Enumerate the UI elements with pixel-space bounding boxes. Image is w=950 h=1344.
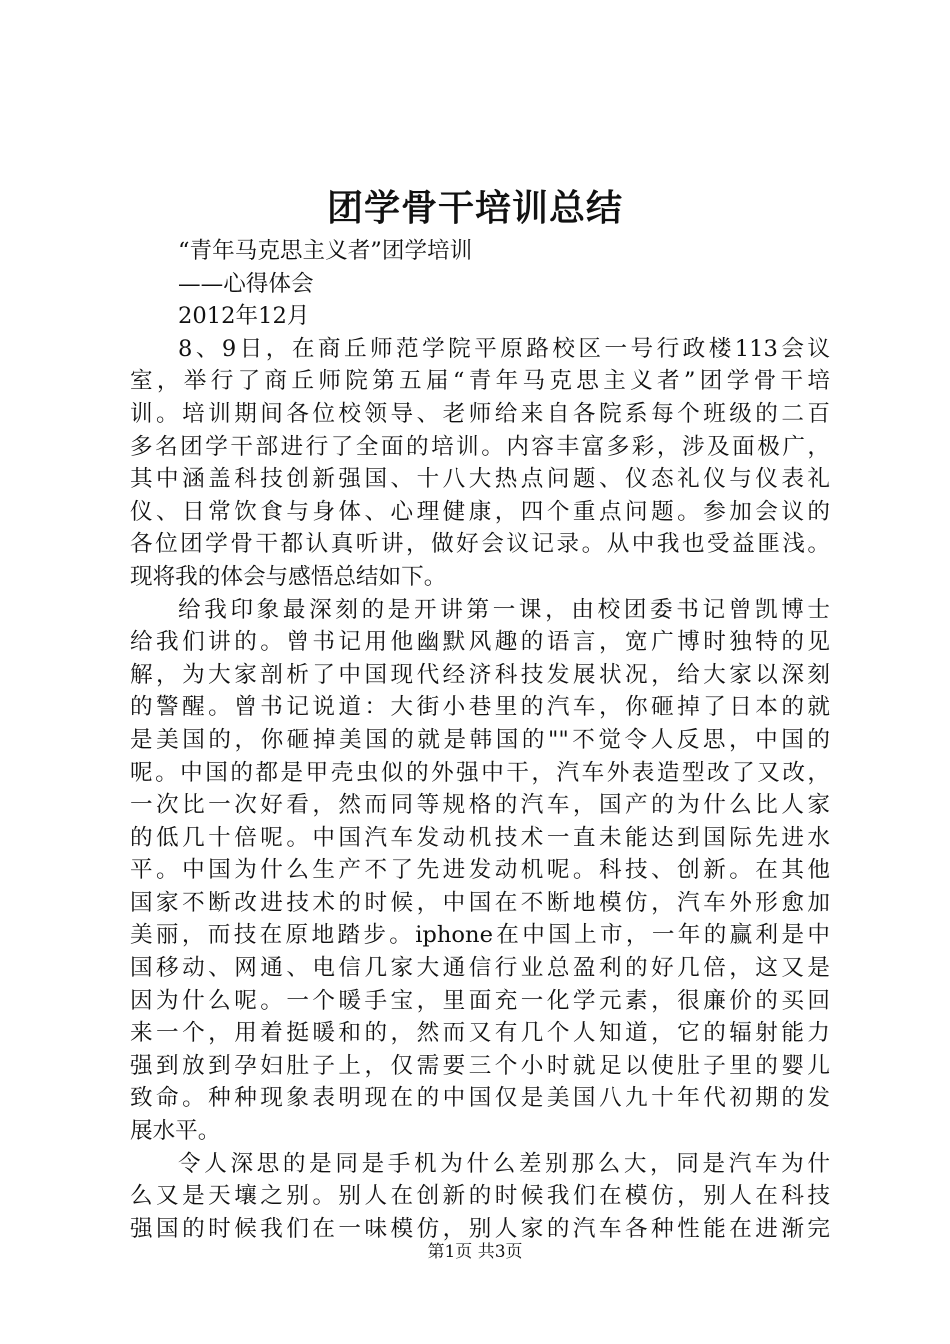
text-line: 多名团学干部进行了全面的培训。内容丰富多彩，涉及面极广， — [130, 433, 830, 460]
text-line: 其中涵盖科技创新强国、十八大热点问题、仪态礼仪与仪表礼 — [130, 466, 830, 493]
text-line: 的低几十倍呢。中国汽车发动机技术一直未能达到国际先进水 — [130, 824, 830, 851]
text-line: 的警醒。曾书记说道：大街小巷里的汽车，你砸掉了日本的就 — [130, 694, 830, 721]
text-line: 训。培训期间各位校领导、老师给来自各院系每个班级的二百 — [130, 400, 830, 427]
text-line: 国移动、网通、电信几家大通信行业总盈利的好几倍，这又是 — [130, 955, 830, 982]
text-line: 因为什么呢。一个暖手宝，里面充一化学元素，很廉价的买回 — [130, 987, 830, 1014]
text-line: 8、9日，在商丘师范学院平原路校区一号行政楼113会议 — [178, 335, 830, 362]
text-line: 强到放到孕妇肚子上，仅需要三个小时就足以使肚子里的婴儿 — [130, 1052, 830, 1079]
text-line: 美丽，而技在原地踏步。iphone在中国上市，一年的赢利是中 — [130, 922, 830, 949]
text-line: 来一个，用着挺暖和的，然而又有几个人知道，它的辐射能力 — [130, 1020, 830, 1047]
text-line: 解，为大家剖析了中国现代经济科技发展状况，给大家以深刻 — [130, 661, 830, 688]
text-line: 给我们讲的。曾书记用他幽默风趣的语言，宽广博时独特的见 — [130, 629, 830, 656]
text-line: 是美国的，你砸掉美国的就是韩国的""不觉令人反思，中国的 — [130, 726, 830, 753]
page-number-footer: 第1页 共3页 — [427, 1242, 523, 1262]
text-line: 国家不断改进技术的时候，中国在不断地模仿，汽车外形愈加 — [130, 889, 830, 916]
text-line: 2012年12月 — [178, 303, 310, 330]
text-line: 强国的时候我们在一味模仿，别人家的汽车各种性能在进渐完 — [130, 1215, 830, 1242]
text-line: 各位团学骨干都认真听讲，做好会议记录。从中我也受益匪浅。 — [130, 531, 830, 558]
text-line: 室，举行了商丘师院第五届“青年马克思主义者”团学骨干培 — [130, 368, 830, 395]
text-line: 么又是天壤之别。别人在创新的时候我们在模仿，别人在科技 — [130, 1183, 830, 1210]
text-line: ——心得体会 — [178, 270, 314, 297]
text-line: “青年马克思主义者”团学培训 — [178, 238, 473, 264]
document-body — [130, 235, 830, 1245]
text-line: 呢。中国的都是甲壳虫似的外强中干，汽车外表造型改了又改， — [130, 759, 830, 786]
page-title: 团学骨干培训总结 — [326, 187, 623, 229]
text-line: 令人深思的是同是手机为什么差别那么大，同是汽车为什 — [178, 1150, 830, 1177]
text-line: 仪、日常饮食与身体、心理健康，四个重点问题。参加会议的 — [130, 498, 830, 525]
text-line: 给我印象最深刻的是开讲第一课，由校团委书记曾凯博士 — [178, 596, 830, 623]
text-line: 一次比一次好看，然而同等规格的汽车，国产的为什么比人家 — [130, 792, 830, 819]
text-line: 展水平。 — [130, 1118, 221, 1145]
text-line: 现将我的体会与感悟总结如下。 — [130, 563, 447, 590]
text-line: 平。中国为什么生产不了先进发动机呢。科技、创新。在其他 — [130, 857, 830, 884]
text-line: 致命。种种现象表明现在的中国仅是美国八九十年代初期的发 — [130, 1085, 830, 1112]
